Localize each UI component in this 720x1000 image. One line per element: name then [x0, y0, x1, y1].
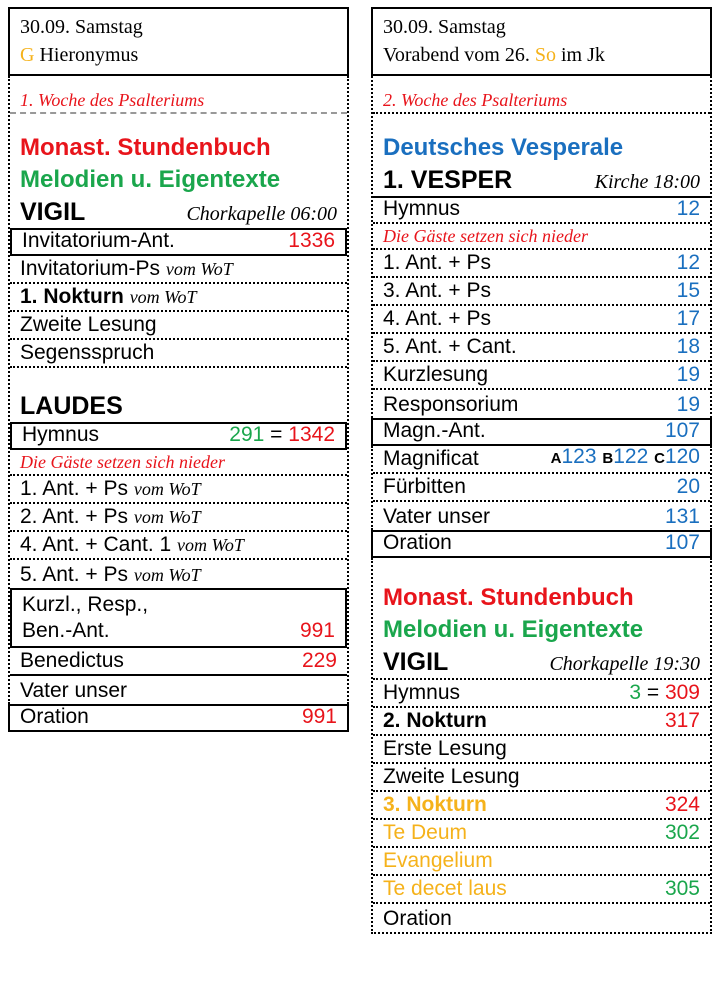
- left-book-subtitle: Melodien u. Eigentexte: [20, 166, 281, 193]
- left-week: 1. Woche des Psalteriums: [20, 90, 205, 110]
- left-benedictus-row: Benedictus 229: [10, 648, 347, 676]
- left-laudes-row: 5. Ant. + Ps vom WoT: [20, 563, 201, 586]
- right-after-row: Fürbitten 20: [373, 474, 710, 502]
- right-date-header: 30.09. Samstag Vorabend vom 26. So im Jk: [371, 7, 712, 76]
- right-vigil-row: Erste Lesung: [373, 736, 710, 764]
- right-vesper-row: 1. Ant. + Ps 12: [373, 250, 710, 278]
- right-vesper-place: Kirche 18:00: [594, 171, 700, 193]
- right-oration-row: Oration 107: [371, 530, 712, 558]
- right-orange-row: Evangelium: [373, 848, 710, 876]
- right-book2-title: Monast. Stundenbuch: [383, 584, 634, 611]
- right-hymnus-row: Hymnus 12: [373, 196, 710, 224]
- right-vesper-title: 1. VESPER: [383, 166, 513, 194]
- left-vigil-row: Segensspruch: [10, 340, 347, 368]
- left-vigil-row: 1. Nokturn vom WoT: [10, 284, 347, 312]
- right-orange-row: Te decet laus 305: [373, 876, 710, 904]
- left-laudes-row: 2. Ant. + Ps vom WoT: [10, 504, 347, 532]
- left-column: [8, 7, 349, 732]
- left-vigil-row: Invitatorium-Ant. 1336: [10, 228, 347, 256]
- right-vesper-heading: [373, 164, 710, 196]
- right-body: [371, 76, 712, 418]
- right-book2-subtitle: Melodien u. Eigentexte: [383, 616, 644, 643]
- right-vigil-heading: [373, 646, 710, 680]
- right-vigil-title: VIGIL: [383, 648, 449, 676]
- left-rank: G: [20, 44, 35, 66]
- right-vesper-row: Responsorium 19: [383, 393, 700, 416]
- right-vesper-row: 3. Ant. + Ps 15: [373, 278, 710, 306]
- right-rank: So: [534, 44, 556, 66]
- right-vigil-row: 2. Nokturn 317: [373, 708, 710, 736]
- right-date: 30.09. Samstag: [383, 16, 506, 38]
- right-book-title: Deutsches Vesperale: [383, 134, 624, 161]
- right-vigil-place: Chorkapelle 19:30: [549, 653, 700, 675]
- left-oration-row: Oration 991: [8, 704, 349, 732]
- left-feast: Hieronymus: [39, 44, 139, 66]
- left-laudes-title: LAUDES: [20, 392, 123, 420]
- left-vigil-title: VIGIL: [20, 198, 86, 226]
- left-vater-unser-row: Vater unser: [20, 679, 127, 702]
- left-vigil-heading: [10, 196, 347, 228]
- right-guests-note: Die Gäste setzen sich nieder: [373, 224, 710, 250]
- left-laudes-row: 4. Ant. + Cant. 1 vom WoT: [10, 532, 347, 560]
- right-week: 2. Woche des Psalteriums: [373, 88, 710, 114]
- right-vesper-row: 4. Ant. + Ps 17: [373, 306, 710, 334]
- left-kurzl-row: Kurzl., Resp., Ben.-Ant. 991: [10, 588, 347, 648]
- right-after-row: Vater unser 131: [383, 505, 700, 528]
- left-vigil-row: Zweite Lesung: [10, 312, 347, 340]
- left-book-title: Monast. Stundenbuch: [20, 134, 271, 161]
- left-vigil-row: Invitatorium-Ps vom WoT: [10, 256, 347, 284]
- right-orange-row: 3. Nokturn 324: [373, 792, 710, 820]
- right-vigil-row: Zweite Lesung: [373, 764, 710, 792]
- right-magn-ant-row: Magn.-Ant. 107: [371, 418, 712, 446]
- left-laudes-row: 1. Ant. + Ps vom WoT: [10, 476, 347, 504]
- left-body: [8, 76, 349, 704]
- right-vesper-row: Kurzlesung 19: [373, 362, 710, 390]
- right-column: [371, 7, 712, 934]
- left-date-header: [8, 7, 349, 76]
- left-vigil-place: Chorkapelle 06:00: [186, 203, 337, 225]
- left-date: 30.09. Samstag: [20, 16, 143, 38]
- right-magnificat-row: Magnificat A123 B122 C120: [373, 446, 710, 474]
- left-guests-note: Die Gäste setzen sich nieder: [10, 450, 347, 476]
- right-final-row: Oration: [383, 907, 452, 930]
- right-orange-row: Te Deum 302: [373, 820, 710, 848]
- right-vesper-row: 5. Ant. + Cant. 18: [373, 334, 710, 362]
- right-vigil-hymnus-row: Hymnus 3 = 309: [373, 680, 710, 708]
- left-laudes-hymnus: Hymnus 291 = 1342: [10, 422, 347, 450]
